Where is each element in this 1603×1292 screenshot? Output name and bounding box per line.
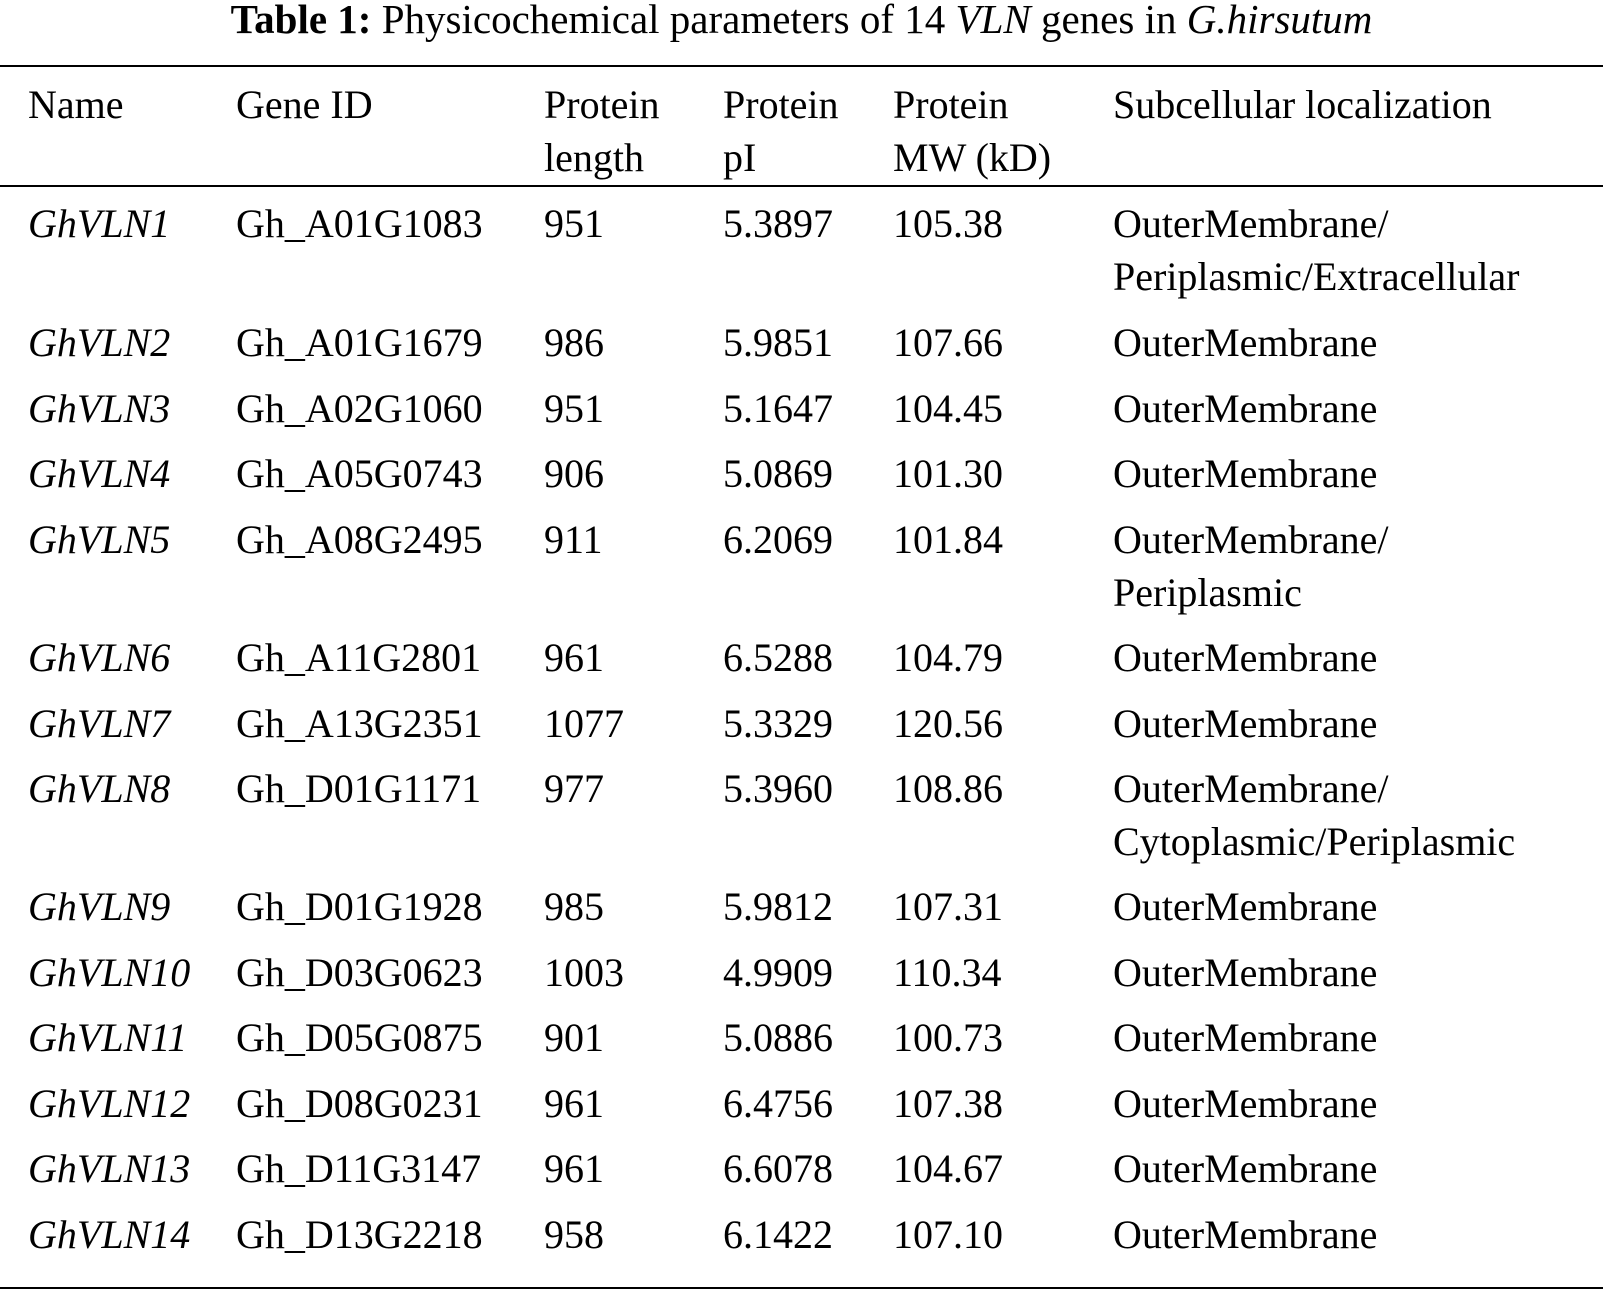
cell-gene-id: Gh_D03G0623 — [236, 950, 483, 995]
cell-name: GhVLN12 — [28, 1081, 191, 1126]
cell-gene-id: Gh_D11G3147 — [236, 1146, 482, 1191]
cell-name: GhVLN5 — [28, 517, 171, 562]
cell-localization-line1: OuterMembrane/ — [1113, 517, 1389, 562]
cell-name: GhVLN8 — [28, 766, 171, 811]
cell-protein-pi: 6.4756 — [723, 1081, 833, 1126]
cell-localization: OuterMembrane — [1113, 950, 1378, 995]
cell-protein-mw: 101.30 — [893, 451, 1003, 496]
header-protein-length-line1: Protein — [544, 82, 660, 127]
cell-localization: OuterMembrane — [1113, 1081, 1378, 1126]
cell-protein-pi: 5.1647 — [723, 386, 833, 431]
header-protein-pi — [723, 78, 839, 184]
cell-protein-mw: 101.84 — [893, 517, 1003, 562]
table-label: Table 1: — [230, 0, 372, 42]
table-header-rule — [0, 185, 1603, 187]
cell-name: GhVLN9 — [28, 884, 171, 929]
cell-protein-length: 958 — [544, 1212, 604, 1257]
cell-name: GhVLN6 — [28, 635, 171, 680]
caption-text-middle: genes in — [1040, 0, 1177, 42]
cell-protein-pi: 5.3960 — [723, 766, 833, 811]
cell-protein-length: 951 — [544, 386, 604, 431]
cell-protein-pi: 5.0886 — [723, 1015, 833, 1060]
cell-protein-mw: 107.38 — [893, 1081, 1003, 1126]
caption-text-before: Physicochemical parameters of 14 — [381, 0, 946, 42]
cell-name: GhVLN4 — [28, 451, 171, 496]
cell-name: GhVLN2 — [28, 320, 171, 365]
cell-protein-length: 961 — [544, 635, 604, 680]
cell-localization-line2: Periplasmic/Extracellular — [1113, 254, 1520, 299]
cell-gene-id: Gh_A13G2351 — [236, 701, 483, 746]
cell-gene-id: Gh_A11G2801 — [236, 635, 482, 680]
cell-localization-line1: OuterMembrane/ — [1113, 766, 1389, 811]
caption-italic-vln: VLN — [955, 0, 1031, 42]
cell-gene-id: Gh_A02G1060 — [236, 386, 483, 431]
header-subcellular-localization: Subcellular localization — [1113, 82, 1492, 127]
cell-localization-line2: Periplasmic — [1113, 570, 1302, 615]
table-caption — [0, 0, 1603, 40]
header-name: Name — [28, 82, 124, 127]
cell-protein-pi: 6.5288 — [723, 635, 833, 680]
cell-protein-pi: 5.9812 — [723, 884, 833, 929]
cell-localization-line2: Cytoplasmic/Periplasmic — [1113, 819, 1516, 864]
table-top-rule — [0, 65, 1603, 67]
cell-protein-length: 1077 — [544, 701, 624, 746]
cell-protein-mw: 100.73 — [893, 1015, 1003, 1060]
cell-protein-mw: 104.45 — [893, 386, 1003, 431]
cell-gene-id: Gh_A08G2495 — [236, 517, 483, 562]
cell-gene-id: Gh_D13G2218 — [236, 1212, 483, 1257]
header-protein-length-line2: length — [544, 135, 644, 180]
cell-protein-mw: 107.10 — [893, 1212, 1003, 1257]
cell-protein-pi: 5.3329 — [723, 701, 833, 746]
cell-gene-id: Gh_D01G1171 — [236, 766, 482, 811]
header-protein-mw — [893, 78, 1051, 184]
cell-localization: OuterMembrane — [1113, 1146, 1378, 1191]
cell-gene-id: Gh_D08G0231 — [236, 1081, 483, 1126]
cell-localization-line1: OuterMembrane/ — [1113, 201, 1389, 246]
header-protein-mw-line2: MW (kD) — [893, 135, 1052, 180]
cell-gene-id: Gh_D05G0875 — [236, 1015, 483, 1060]
cell-localization: OuterMembrane — [1113, 320, 1378, 365]
cell-protein-mw: 107.31 — [893, 884, 1003, 929]
cell-name: GhVLN14 — [28, 1212, 191, 1257]
cell-protein-pi: 6.1422 — [723, 1212, 833, 1257]
caption-italic-species: G.hirsutum — [1186, 0, 1373, 42]
header-protein-pi-line1: Protein — [723, 82, 839, 127]
cell-protein-length: 977 — [544, 766, 604, 811]
cell-localization: OuterMembrane — [1113, 1015, 1378, 1060]
cell-protein-length: 986 — [544, 320, 604, 365]
cell-protein-mw: 110.34 — [893, 950, 1002, 995]
cell-localization: OuterMembrane — [1113, 884, 1378, 929]
cell-localization: OuterMembrane — [1113, 1212, 1378, 1257]
cell-localization: OuterMembrane — [1113, 701, 1378, 746]
cell-gene-id: Gh_A01G1679 — [236, 320, 483, 365]
cell-protein-pi: 6.6078 — [723, 1146, 833, 1191]
cell-protein-length: 961 — [544, 1081, 604, 1126]
header-protein-pi-line2: pI — [723, 135, 757, 180]
cell-protein-length: 961 — [544, 1146, 604, 1191]
cell-protein-pi: 5.3897 — [723, 201, 833, 246]
header-protein-length — [544, 78, 660, 184]
cell-name: GhVLN7 — [28, 701, 171, 746]
cell-name: GhVLN10 — [28, 950, 191, 995]
cell-protein-pi: 6.2069 — [723, 517, 833, 562]
cell-protein-length: 985 — [544, 884, 604, 929]
cell-protein-mw: 108.86 — [893, 766, 1003, 811]
cell-localization: OuterMembrane — [1113, 386, 1378, 431]
cell-protein-length: 906 — [544, 451, 604, 496]
cell-localization — [1113, 513, 1388, 619]
cell-gene-id: Gh_A01G1083 — [236, 201, 483, 246]
cell-name: GhVLN11 — [28, 1015, 188, 1060]
cell-localization — [1113, 197, 1520, 303]
header-gene-id: Gene ID — [236, 82, 373, 127]
cell-protein-length: 911 — [544, 517, 603, 562]
cell-protein-pi: 4.9909 — [723, 950, 833, 995]
cell-name: GhVLN1 — [28, 201, 171, 246]
cell-localization: OuterMembrane — [1113, 451, 1378, 496]
cell-protein-length: 901 — [544, 1015, 604, 1060]
cell-name: GhVLN13 — [28, 1146, 191, 1191]
cell-protein-length: 1003 — [544, 950, 624, 995]
cell-protein-length: 951 — [544, 201, 604, 246]
cell-name: GhVLN3 — [28, 386, 171, 431]
cell-protein-pi: 5.0869 — [723, 451, 833, 496]
cell-protein-mw: 104.79 — [893, 635, 1003, 680]
cell-gene-id: Gh_D01G1928 — [236, 884, 483, 929]
cell-protein-pi: 5.9851 — [723, 320, 833, 365]
cell-gene-id: Gh_A05G0743 — [236, 451, 483, 496]
cell-localization: OuterMembrane — [1113, 635, 1378, 680]
table-bottom-rule — [0, 1287, 1603, 1289]
cell-protein-mw: 105.38 — [893, 201, 1003, 246]
cell-protein-mw: 104.67 — [893, 1146, 1003, 1191]
cell-protein-mw: 120.56 — [893, 701, 1003, 746]
cell-protein-mw: 107.66 — [893, 320, 1003, 365]
cell-localization — [1113, 762, 1515, 868]
header-protein-mw-line1: Protein — [893, 82, 1009, 127]
